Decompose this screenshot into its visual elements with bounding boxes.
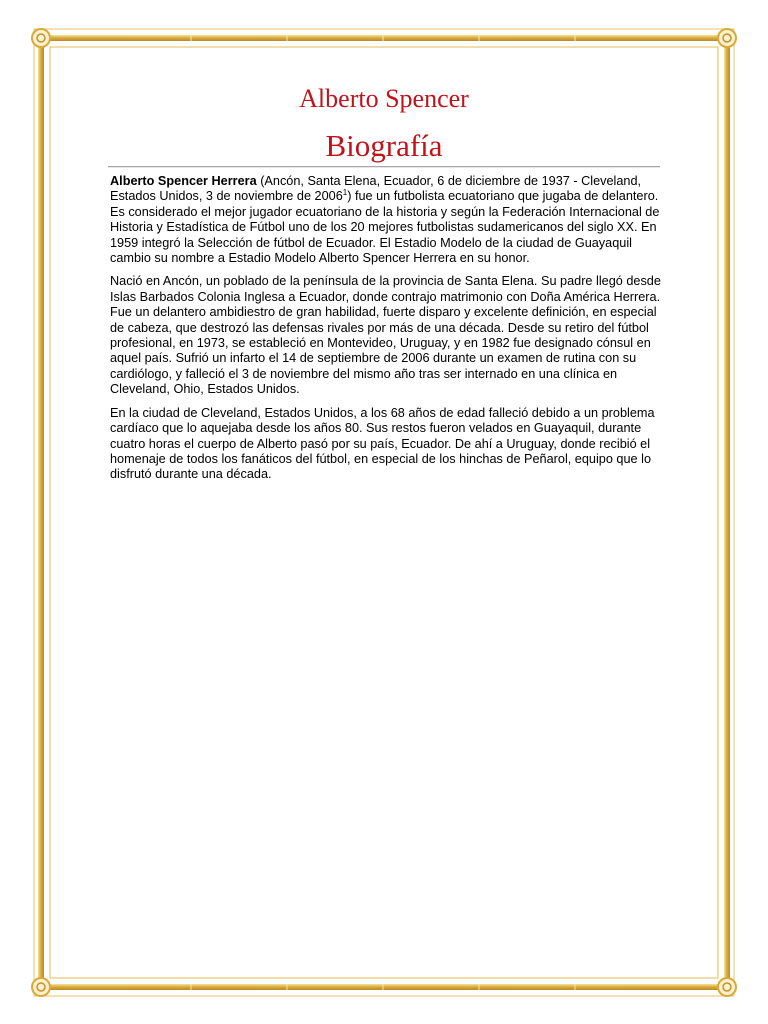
paragraph-career: Nació en Ancón, un poblado de la península de la provincia de Santa Elena. Su padre llegó desde Islas Barbados Colonia Inglesa a Ecuador, donde contrajo matrimonio con Doña América Herrera. Fue un delantero ambidiestro de gran habilidad, fuerte disparo y excelente definición, en especial de cabeza, que destrozó las defensas rivales por más de una década. Desde su retiro del fútbol profesional, en 1973, se estableció en Montevideo, Uruguay, y en 1982 fue designado cónsul en aquel país. Sufrió un infarto el 14 de septiembre de 2006 durante un examen de rutina con su cardiólogo, y falleció el 3 de noviembre del mismo año tras ser internado en una clínica en Cleveland, Ohio, Estados Unidos. — [110, 274, 661, 397]
document-subtitle: Biografía — [325, 128, 443, 163]
intro-text-part-1: (Ancón, Santa Elena, Ecuador, 6 de diciembre de 1937 - Cleveland, Estados Unidos, 3 de noviembre de 2006 — [110, 174, 642, 204]
document-title: Alberto Spencer — [299, 84, 469, 113]
paragraph-intro — [110, 174, 662, 266]
document-body — [110, 174, 662, 491]
subject-name: Alberto Spencer Herrera — [110, 174, 257, 188]
intro-text-part-2: ) fue un futbolista ecuatoriano que jugaba de delantero. Es considerado el mejor jugador ecuatoriano de la historia y según la Federación Internacional de Historia y Estadística de Fútbol uno de los 20 mejores futbolistas sudamericanos del siglo XX. En 1959 integró la Selección de fútbol de Ecuador. El Estadio Modelo de la ciudad de Guayaquil cambio su nombre a Estadio Modelo Alberto Spencer Herrera en su honor. — [110, 189, 660, 266]
title-divider — [108, 166, 660, 167]
paragraph-death: En la ciudad de Cleveland, Estados Unidos, a los 68 años de edad falleció debido a un problema cardíaco que lo aquejaba desde los años 80. Sus restos fueron velados en Guayaquil, durante cuatro horas el cuerpo de Alberto pasó por su país, Ecuador. De ahí a Uruguay, donde recibió el homenaje de todos los fanáticos del fútbol, en especial de los hinchas de Peñarol, equipo que lo disfrutó durante una década. — [110, 405, 655, 482]
footnote-reference: 1 — [342, 188, 348, 198]
